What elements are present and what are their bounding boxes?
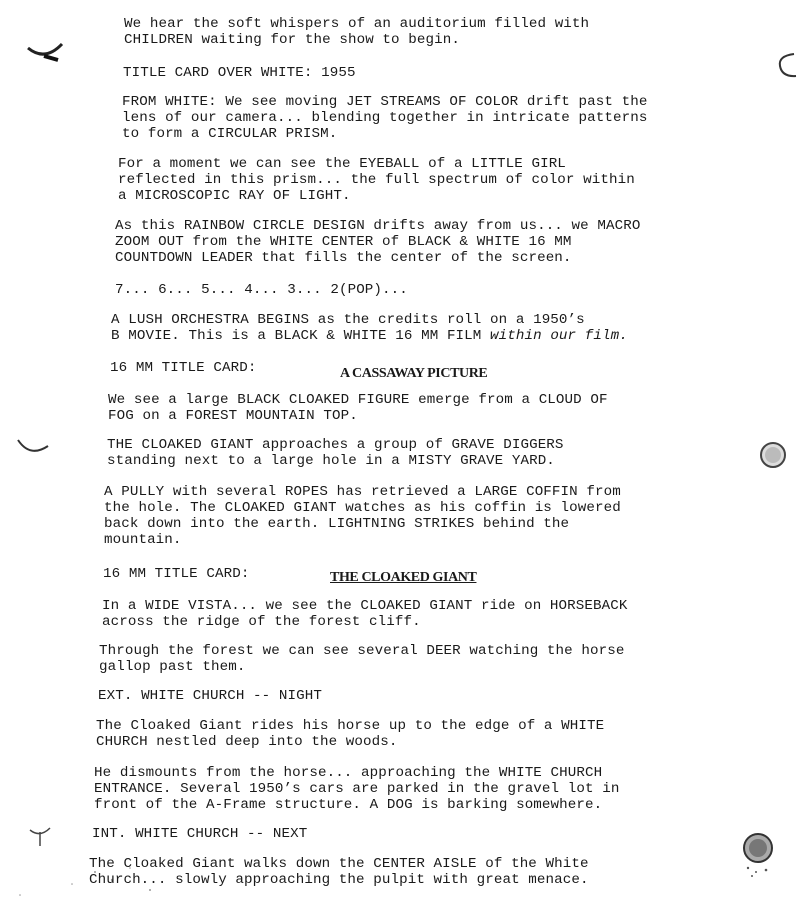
title-card-label: 16 MM TITLE CARD: [103,566,250,582]
scene-heading: EXT. WHITE CHURCH -- NIGHT [98,688,322,704]
title-card-label: 16 MM TITLE CARD: [110,360,257,376]
action-paragraph: THE CLOAKED GIANT approaches a group of GRAVE DIGGERS standing next to a large hole in a MISTY GRAVE YARD. [107,437,564,469]
action-paragraph: The Cloaked Giant walks down the CENTER AISLE of the White Church... slowly approaching the pulpit with great menace. [89,856,589,888]
action-paragraph: In a WIDE VISTA... we see the CLOAKED GIANT ride on HORSEBACK across the ridge of the forest cliff. [102,598,628,630]
action-paragraph: As this RAINBOW CIRCLE DESIGN drifts away from us... we MACRO ZOOM OUT from the WHITE CENTER of BLACK & WHITE 16 MM COUNTDOWN LEADER that fills the center of the screen. [115,218,641,266]
italic-text: within our film. [490,328,628,344]
action-paragraph: For a moment we can see the EYEBALL of a LITTLE GIRL reflected in this prism... the full spectrum of color within a MICROSCOPIC RAY OF LIGHT. [118,156,635,204]
title-card-heading: THE CLOAKED GIANT [330,570,477,585]
binder-hole-bottom-right-icon [738,826,778,878]
binder-hole-top-right-icon [774,50,800,82]
title-card-line: TITLE CARD OVER WHITE: 1955 [123,65,356,81]
countdown-line: 7... 6... 5... 4... 3... 2(POP)... [115,282,408,298]
action-paragraph: He dismounts from the horse... approaching the WHITE CHURCH ENTRANCE. Several 1950’s cars are parked in the gravel lot in front of the A-Frame structure. A DOG is barking somewhere. [94,765,620,813]
binder-hole-middle-right-icon [758,440,788,470]
action-paragraph: FROM WHITE: We see moving JET STREAMS OF COLOR drift past the lens of our camera... blending together in intricate patterns to form a CIRCULAR PRISM. [122,94,648,142]
action-paragraph: We see a large BLACK CLOAKED FIGURE emerge from a CLOUD OF FOG on a FOREST MOUNTAIN TOP. [108,392,608,424]
title-card-heading: A CASSAWAY PICTURE [340,366,488,381]
action-text: A LUSH ORCHESTRA BEGINS as the credits roll on a 1950’s B MOVIE. This is a BLACK & WHITE 16 MM FILM [111,312,585,344]
scene-heading: INT. WHITE CHURCH -- NEXT [92,826,308,842]
action-paragraph: A PULLY with several ROPES has retrieved a LARGE COFFIN from the hole. The CLOAKED GIANT watches as his coffin is lowered back down into the earth. LIGHTNING STRIKES behind the mountain. [104,484,621,548]
action-paragraph [111,312,628,344]
action-paragraph: We hear the soft whispers of an auditorium filled with CHILDREN waiting for the show to begin. [124,16,590,48]
action-paragraph: The Cloaked Giant rides his horse up to the edge of a WHITE CHURCH nestled deep into the woods. [96,718,605,750]
action-paragraph: Through the forest we can see several DEER watching the horse gallop past them. [99,643,625,675]
